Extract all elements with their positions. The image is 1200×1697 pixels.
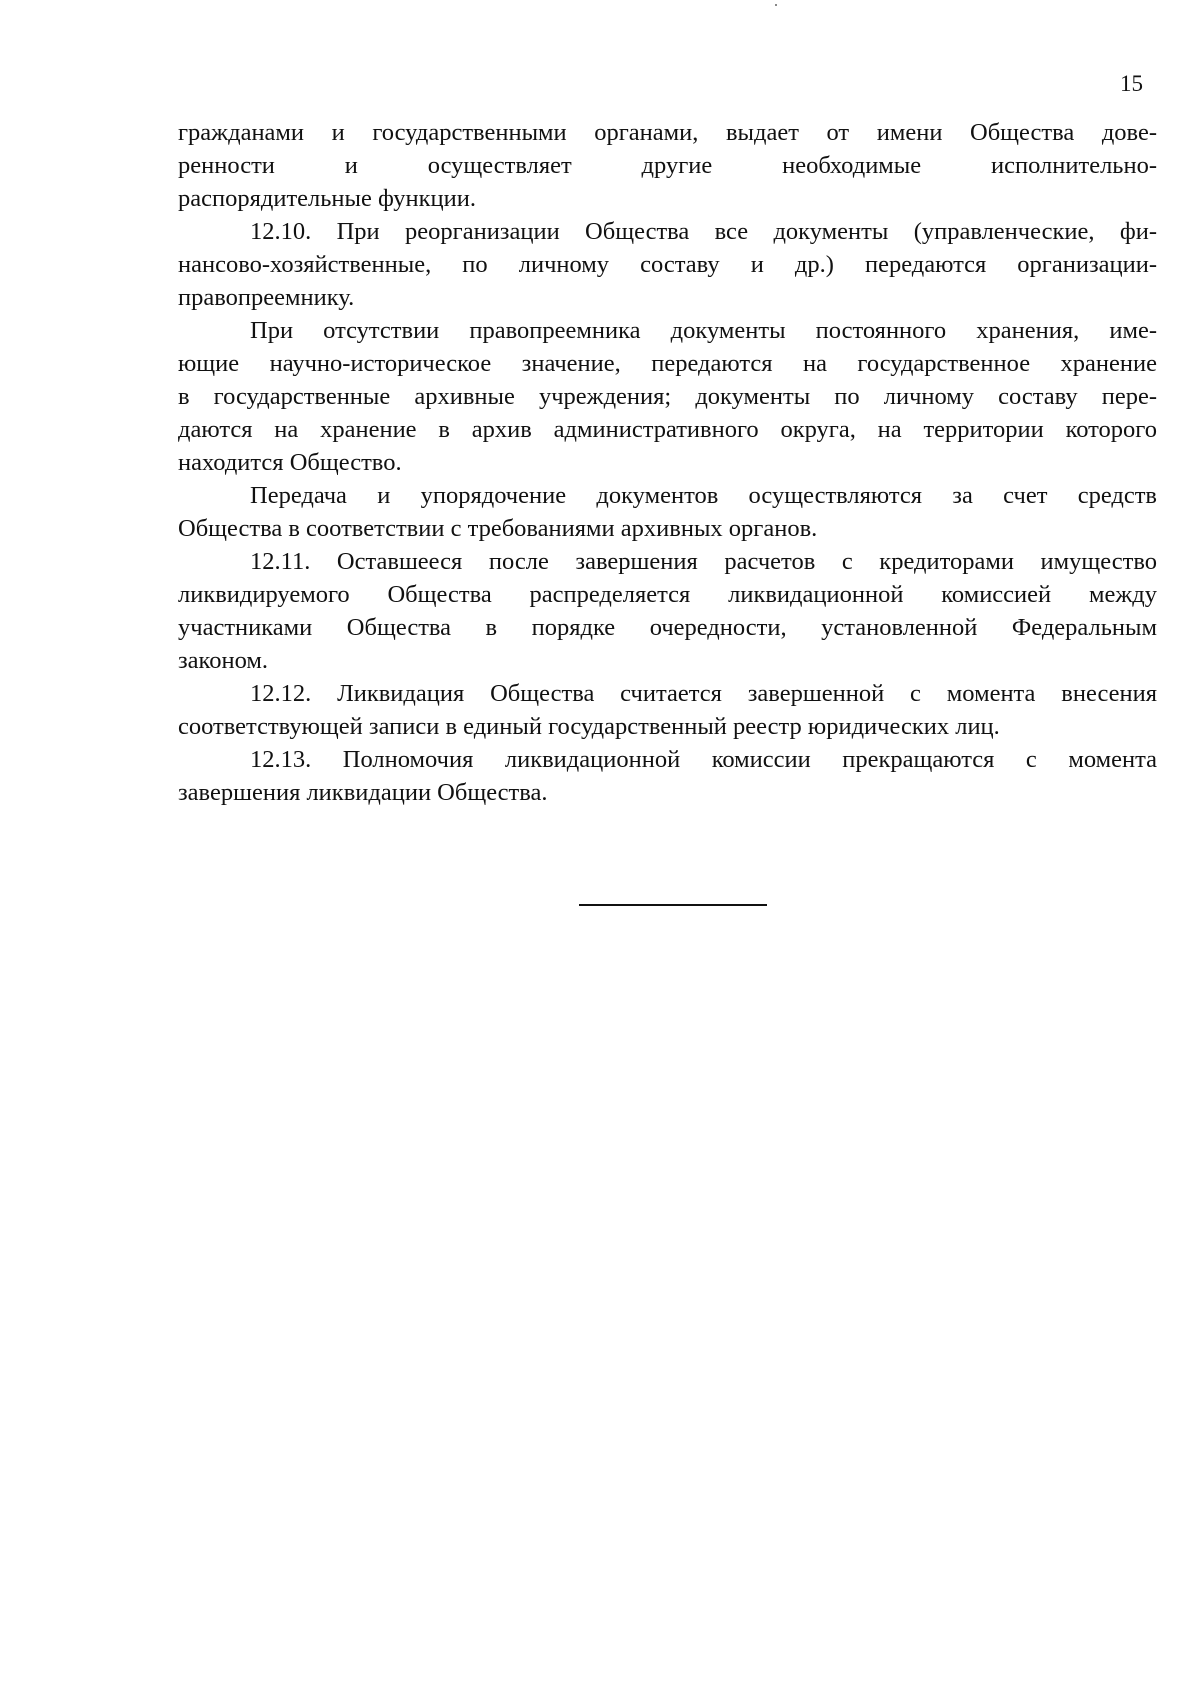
text-line: правопреемнику. bbox=[178, 284, 355, 311]
text-line: Передача и упорядочение документов осуществляются за счет средств bbox=[250, 482, 1157, 509]
text-line: участниками Общества в порядке очередности, установленной Федеральным bbox=[178, 614, 1157, 641]
paragraph-clause-12-10 bbox=[178, 215, 1157, 314]
text-line: 12.13. Полномочия ликвидационной комиссии прекращаются с момента bbox=[250, 746, 1157, 773]
text-line: нансово-хозяйственные, по личному составу и др.) передаются организации- bbox=[178, 251, 1157, 278]
text-line: ющие научно-историческое значение, передаются на государственное хранение bbox=[178, 350, 1157, 377]
text-line: ренности и осуществляет другие необходимые исполнительно- bbox=[178, 152, 1157, 179]
paragraph-clause-12-11 bbox=[178, 545, 1157, 677]
scan-speck bbox=[775, 4, 777, 6]
text-line: 12.12. Ликвидация Общества считается завершенной с момента внесения bbox=[250, 680, 1157, 707]
text-line: соответствующей записи в единый государственный реестр юридических лиц. bbox=[178, 713, 1000, 740]
text-line: 12.11. Оставшееся после завершения расчетов с кредиторами имущество bbox=[250, 548, 1157, 575]
text-line: даются на хранение в архив административного округа, на территории которого bbox=[178, 416, 1157, 443]
text-line: При отсутствии правопреемника документы постоянного хранения, име- bbox=[250, 317, 1157, 344]
paragraph-clause-12-13 bbox=[178, 743, 1157, 809]
text-line: гражданами и государственными органами, выдает от имени Общества дове- bbox=[178, 119, 1157, 146]
paragraph-clause-12-12 bbox=[178, 677, 1157, 743]
text-line: 12.10. При реорганизации Общества все документы (управленческие, фи- bbox=[250, 218, 1157, 245]
text-line: Общества в соответствии с требованиями архивных органов. bbox=[178, 515, 818, 542]
text-line: законом. bbox=[178, 647, 268, 674]
text-line: ликвидируемого Общества распределяется ликвидационной комиссией между bbox=[178, 581, 1157, 608]
paragraph-powers-continuation bbox=[178, 116, 1157, 215]
text-line: в государственные архивные учреждения; документы по личному составу пере- bbox=[178, 383, 1157, 410]
text-line: находится Общество. bbox=[178, 449, 402, 476]
document-body bbox=[178, 116, 1157, 809]
paragraph-no-successor bbox=[178, 314, 1157, 479]
text-line: распорядительные функции. bbox=[178, 185, 476, 212]
text-line: завершения ликвидации Общества. bbox=[178, 779, 548, 806]
end-of-document-rule bbox=[579, 904, 767, 906]
page-number: 15 bbox=[1120, 71, 1143, 96]
paragraph-transfer-costs bbox=[178, 479, 1157, 545]
